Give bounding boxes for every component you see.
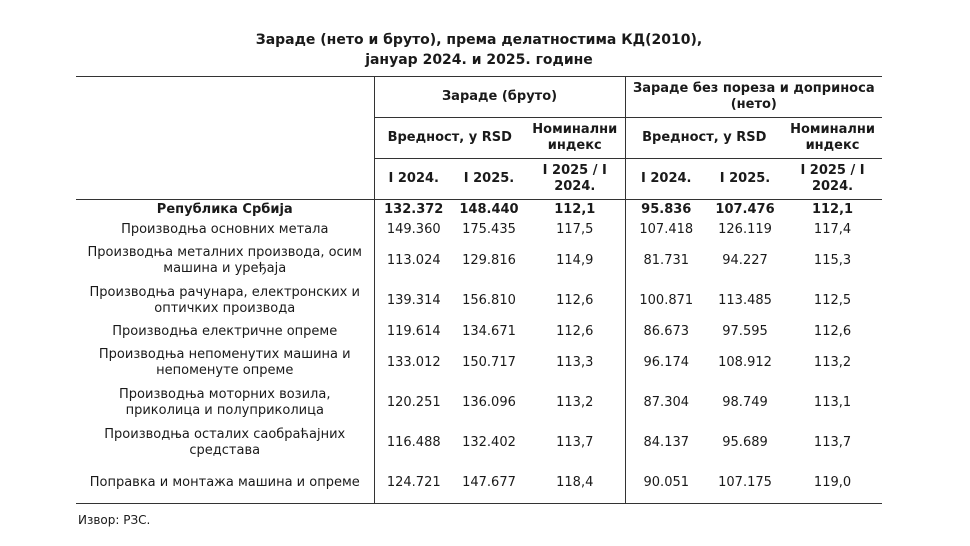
- row-name: Република Србија: [76, 200, 374, 220]
- table-row: [76, 321, 882, 343]
- cell-gross-2025: 147.677: [453, 463, 525, 504]
- cell-gross-2024: 120.251: [374, 383, 453, 423]
- cell-gross-index: 118,4: [525, 463, 625, 504]
- cell-net-index: 113,1: [813, 395, 852, 410]
- cell-gross-2025: 134.671: [462, 324, 516, 339]
- cell-gross-index: 112,6: [556, 324, 594, 339]
- cell-net-index: 117,4: [813, 222, 852, 237]
- cell-net-2025: 107.476: [707, 200, 783, 220]
- header-net-2025: I 2025.: [719, 171, 771, 186]
- cell-gross-2025: 175.435: [462, 222, 516, 237]
- header-row-groups: [76, 77, 882, 118]
- header-gross-index-period: I 2025 / I 2024.: [542, 163, 607, 194]
- table-row: [76, 281, 882, 321]
- cell-net-index: 112,1: [783, 200, 882, 220]
- cell-net-index: 112,6: [813, 324, 852, 339]
- header-gross-2024: I 2024.: [374, 159, 453, 200]
- header-gross-group: Зараде (бруто): [374, 77, 625, 118]
- table-row: [76, 463, 882, 504]
- cell-net-2025: 95.689: [722, 435, 768, 450]
- row-name: Производња осталих саобраћајних средстава: [104, 427, 346, 458]
- row-name: Производња металних производа, осим машина и уређаја: [87, 245, 362, 276]
- table-row: [76, 219, 882, 241]
- header-net-value: Вредност, у RSD: [625, 118, 783, 159]
- table-row-total: [76, 200, 882, 220]
- cell-gross-2025: 129.816: [462, 253, 516, 268]
- cell-net-index: 113,7: [813, 435, 852, 450]
- row-name: Производња основних метала: [121, 222, 329, 237]
- cell-gross-index: 112,1: [525, 200, 625, 220]
- table-row: [76, 423, 882, 463]
- header-gross-2025: I 2025.: [463, 171, 515, 186]
- cell-net-2025: 97.595: [722, 324, 768, 339]
- cell-gross-2025: 156.810: [462, 293, 516, 308]
- cell-net-index: 119,0: [783, 463, 882, 504]
- cell-gross-index: 114,9: [556, 253, 594, 268]
- cell-gross-index: 117,5: [556, 222, 594, 237]
- cell-gross-2025: 148.440: [453, 200, 525, 220]
- cell-net-2025: 107.175: [707, 463, 783, 504]
- table-title: [76, 30, 882, 70]
- cell-net-index: 115,3: [813, 253, 852, 268]
- row-name: Производња моторних возила, приколица и полуприколица: [119, 387, 331, 418]
- header-gross-value: Вредност, у RSD: [374, 118, 525, 159]
- cell-gross-2025: 136.096: [462, 395, 516, 410]
- table-row: [76, 383, 882, 423]
- cell-gross-2024: 116.488: [374, 423, 453, 463]
- row-name: Поправка и монтажа машина и опреме: [76, 463, 374, 504]
- header-gross-index: Номинални индекс: [525, 118, 625, 159]
- cell-gross-2024: 139.314: [374, 281, 453, 321]
- cell-net-2024: 81.731: [625, 241, 707, 281]
- cell-net-2024: 100.871: [625, 281, 707, 321]
- row-name: Производња електричне опреме: [112, 324, 338, 339]
- cell-gross-2025: 150.717: [462, 355, 516, 370]
- header-net-index: Номинални индекс: [783, 118, 882, 159]
- header-empty-cell: [76, 77, 374, 200]
- cell-net-2024: 90.051: [625, 463, 707, 504]
- cell-net-2025: 98.749: [722, 395, 768, 410]
- cell-net-2024: 84.137: [625, 423, 707, 463]
- cell-net-index: 113,2: [813, 355, 852, 370]
- cell-net-2024: 95.836: [625, 200, 707, 220]
- cell-gross-2024: 119.614: [374, 321, 453, 343]
- table-row: [76, 241, 882, 281]
- row-name: Производња рачунара, електронских и оптичких производа: [89, 285, 360, 316]
- cell-net-2024: 107.418: [625, 219, 707, 241]
- cell-net-2025: 113.485: [718, 293, 772, 308]
- cell-gross-2024: 133.012: [374, 343, 453, 383]
- cell-gross-2024: 149.360: [374, 219, 453, 241]
- table-title-line-2: јануар 2024. и 2025. године: [365, 52, 593, 68]
- cell-net-2025: 108.912: [718, 355, 772, 370]
- cell-net-2025: 94.227: [722, 253, 768, 268]
- cell-net-2024: 96.174: [625, 343, 707, 383]
- cell-net-2024: 86.673: [625, 321, 707, 343]
- cell-net-2024: 87.304: [625, 383, 707, 423]
- cell-gross-2024: 124.721: [374, 463, 453, 504]
- header-net-index-period: I 2025 / I 2024.: [800, 163, 865, 194]
- source-note: Извор: РЗС.: [78, 513, 151, 527]
- cell-gross-index: 112,6: [556, 293, 594, 308]
- table-row: [76, 343, 882, 383]
- row-name: Производња непоменутих машина и непоменуте опреме: [98, 347, 351, 378]
- cell-gross-index: 113,2: [556, 395, 594, 410]
- cell-net-index: 112,5: [813, 293, 852, 308]
- cell-gross-2024: 113.024: [374, 241, 453, 281]
- cell-net-2025: 126.119: [718, 222, 772, 237]
- table-title-line-1: Зараде (нето и бруто), према делатностима КД(2010),: [255, 32, 703, 48]
- cell-gross-2024: 132.372: [374, 200, 453, 220]
- cell-gross-2025: 132.402: [462, 435, 516, 450]
- header-net-2024: I 2024.: [625, 159, 707, 200]
- cell-gross-index: 113,7: [556, 435, 594, 450]
- wages-table: [76, 76, 882, 504]
- header-net-group: Зараде без пореза и доприноса (нето): [625, 77, 882, 118]
- cell-gross-index: 113,3: [556, 355, 594, 370]
